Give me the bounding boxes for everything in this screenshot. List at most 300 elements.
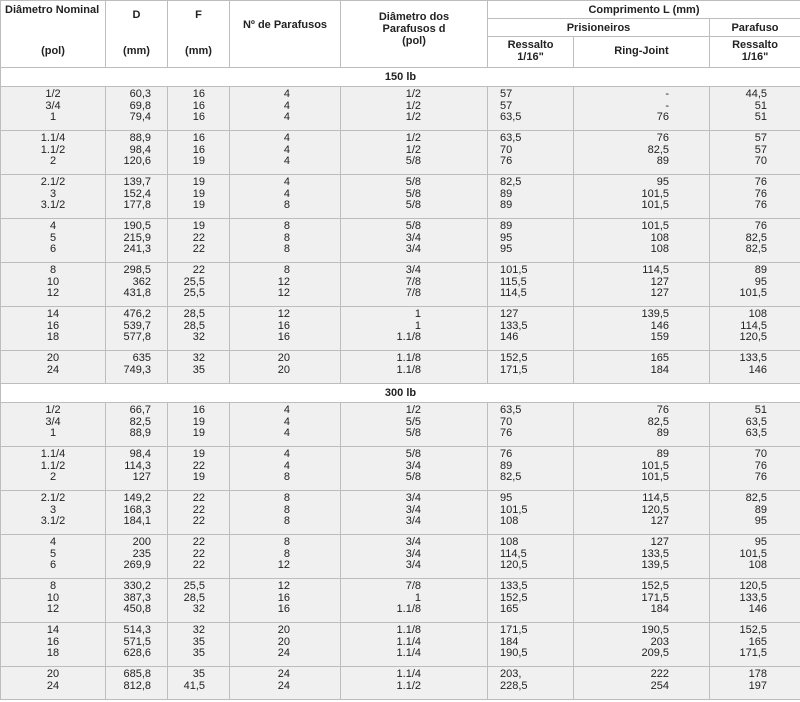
- cell-num-parafusos: [230, 219, 341, 263]
- cell-ring-joint: [574, 535, 710, 579]
- cell-value: 16: [277, 591, 290, 604]
- cell-ressalto: [488, 263, 574, 307]
- cell-num-parafusos: [230, 579, 341, 623]
- cell-value: 20: [277, 352, 290, 364]
- cell-value: 8: [283, 264, 290, 276]
- cell-value: 152,5: [739, 624, 767, 636]
- cell-diametro-parafusos: [341, 491, 488, 535]
- cell-ring-joint: [574, 263, 710, 307]
- cell-value: 5/8: [405, 176, 421, 188]
- cell-value: 32: [192, 624, 205, 636]
- cell-value: 101,5: [641, 459, 669, 472]
- cell-value: 16: [46, 319, 60, 332]
- cell-value: 22: [192, 515, 205, 527]
- cell-value: 8: [283, 243, 290, 255]
- cell-value: 108: [500, 536, 519, 548]
- cell-value: 114,5: [740, 319, 767, 332]
- cell-value: 514,3: [123, 624, 151, 636]
- table-row: [1, 535, 800, 579]
- cell-d: [106, 131, 168, 175]
- cell-value: 22: [192, 559, 205, 571]
- cell-value: 82,5: [500, 176, 522, 188]
- header-ressalto-parafuso: Ressalto 1/16": [710, 37, 800, 68]
- cell-nominal: [1, 87, 106, 131]
- cell-value: 1.1/4: [40, 132, 66, 144]
- cell-value: 177,8: [123, 199, 151, 211]
- cell-value: 76: [500, 427, 513, 439]
- cell-value: 6: [49, 243, 57, 255]
- cell-value: 269,9: [123, 559, 151, 571]
- cell-nominal: [1, 403, 106, 447]
- cell-value: 330,2: [123, 580, 151, 592]
- cell-value: 22: [192, 231, 205, 244]
- cell-value: 19: [192, 220, 205, 232]
- cell-value: 6: [49, 559, 57, 571]
- cell-parafuso: [710, 623, 800, 667]
- cell-value: 1.1/4: [396, 668, 421, 680]
- cell-ring-joint: [574, 667, 710, 700]
- cell-value: 24: [277, 679, 290, 692]
- cell-value: 197: [748, 679, 767, 692]
- cell-value: 76: [500, 155, 513, 167]
- header-ressalto: Ressalto 1/16": [488, 37, 574, 68]
- cell-value: 3/4: [45, 99, 61, 112]
- cell-ring-joint: [574, 219, 710, 263]
- cell-value: 133,5: [739, 591, 767, 604]
- cell-num-parafusos: [230, 131, 341, 175]
- cell-value: 1.1/4: [40, 448, 66, 460]
- table-row: [1, 351, 800, 384]
- cell-value: 4: [283, 448, 290, 460]
- cell-value: 1.1/2: [396, 679, 421, 692]
- cell-d: [106, 403, 168, 447]
- header-ring-joint: Ring-Joint: [574, 37, 710, 68]
- cell-value: 19: [192, 471, 205, 483]
- cell-value: 5/8: [405, 448, 421, 460]
- cell-num-parafusos: [230, 263, 341, 307]
- cell-num-parafusos: [230, 403, 341, 447]
- cell-value: 114,5: [642, 492, 669, 504]
- cell-value: 16: [277, 319, 290, 332]
- cell-value: 70: [500, 415, 513, 428]
- table-row: [1, 403, 800, 447]
- cell-f: [168, 623, 230, 667]
- cell-ressalto: [488, 579, 574, 623]
- cell-value: 22: [192, 459, 205, 472]
- cell-value: 171,5: [500, 363, 528, 376]
- cell-value: 8: [283, 536, 290, 548]
- cell-d: [106, 667, 168, 700]
- cell-value: -: [665, 99, 669, 112]
- table-row: [1, 579, 800, 623]
- cell-value: 25,5: [183, 287, 205, 299]
- cell-parafuso: [710, 667, 800, 700]
- cell-value: 8: [283, 492, 290, 504]
- cell-value: 98,4: [129, 448, 151, 460]
- cell-parafuso: [710, 535, 800, 579]
- cell-value: 3/4: [405, 536, 421, 548]
- cell-value: 35: [192, 363, 205, 376]
- cell-value: 51: [754, 111, 767, 123]
- cell-parafuso: [710, 263, 800, 307]
- cell-value: 1/2: [45, 404, 61, 416]
- cell-value: 203: [650, 635, 669, 648]
- cell-f: [168, 535, 230, 579]
- cell-value: 152,5: [641, 580, 669, 592]
- cell-value: 28,5: [183, 319, 205, 332]
- cell-value: 8: [283, 231, 290, 244]
- cell-value: 82,5: [745, 492, 767, 504]
- cell-value: 18: [46, 331, 60, 343]
- cell-value: 127: [650, 275, 669, 288]
- cell-value: 70: [754, 155, 767, 167]
- header-comprimento: Comprimento L (mm): [488, 1, 800, 19]
- cell-value: 16: [277, 603, 290, 615]
- cell-value: 12: [46, 287, 60, 299]
- cell-nominal: [1, 623, 106, 667]
- cell-value: 115,5: [500, 275, 527, 288]
- cell-value: 95: [754, 536, 767, 548]
- cell-value: 149,2: [123, 492, 151, 504]
- cell-ressalto: [488, 219, 574, 263]
- header-parafuso: Parafuso: [710, 19, 800, 37]
- cell-value: 235: [132, 547, 151, 560]
- cell-value: 133,5: [500, 319, 528, 332]
- cell-value: 101,5: [641, 187, 669, 200]
- cell-num-parafusos: [230, 535, 341, 579]
- cell-value: 41,5: [183, 679, 205, 692]
- cell-value: 1/2: [405, 404, 421, 416]
- cell-value: 12: [277, 308, 290, 320]
- cell-nominal: [1, 307, 106, 351]
- cell-value: 4: [283, 176, 290, 188]
- cell-value: 4: [283, 99, 290, 112]
- cell-value: 69,8: [129, 99, 151, 112]
- cell-parafuso: [710, 403, 800, 447]
- cell-value: 35: [192, 647, 205, 659]
- cell-ressalto: [488, 175, 574, 219]
- cell-value: 101,5: [641, 199, 669, 211]
- cell-value: 5: [49, 231, 57, 244]
- cell-f: [168, 667, 230, 700]
- cell-value: 5/5: [405, 415, 421, 428]
- cell-value: 1.1/8: [396, 331, 421, 343]
- cell-value: 57: [500, 88, 513, 100]
- cell-value: 20: [277, 624, 290, 636]
- cell-value: 1/2: [45, 88, 61, 100]
- cell-value: 5/8: [405, 155, 421, 167]
- cell-value: 3/4: [405, 459, 421, 472]
- cell-value: 76: [656, 132, 669, 144]
- cell-diametro-parafusos: [341, 535, 488, 579]
- cell-parafuso: [710, 131, 800, 175]
- cell-value: 63,5: [500, 111, 522, 123]
- cell-nominal: [1, 219, 106, 263]
- cell-value: 98,4: [129, 143, 151, 156]
- cell-ressalto: [488, 403, 574, 447]
- cell-value: 8: [49, 264, 57, 276]
- cell-ring-joint: [574, 351, 710, 384]
- table-row: [1, 307, 800, 351]
- cell-value: 20: [46, 668, 60, 680]
- cell-f: [168, 403, 230, 447]
- cell-ressalto: [488, 307, 574, 351]
- cell-value: 749,3: [123, 363, 151, 376]
- cell-value: 89: [500, 187, 513, 200]
- cell-value: 18: [46, 647, 60, 659]
- cell-value: 1/2: [405, 143, 421, 156]
- header-unit-mm-d: (mm): [106, 37, 168, 68]
- cell-value: 12: [277, 275, 290, 288]
- cell-value: 222: [650, 668, 669, 680]
- cell-value: 19: [192, 187, 205, 200]
- cell-value: 57: [754, 143, 767, 156]
- cell-value: 571,5: [123, 635, 151, 648]
- cell-value: 165: [748, 635, 767, 648]
- cell-value: 70: [500, 143, 513, 156]
- cell-d: [106, 623, 168, 667]
- cell-value: 63,5: [500, 132, 522, 144]
- cell-f: [168, 219, 230, 263]
- cell-value: 628,6: [123, 647, 151, 659]
- cell-value: 146: [500, 331, 519, 343]
- cell-nominal: [1, 579, 106, 623]
- cell-value: 3/4: [405, 243, 421, 255]
- cell-value: 35: [192, 635, 205, 648]
- cell-value: 82,5: [745, 231, 767, 244]
- cell-value: 57: [500, 99, 513, 112]
- cell-value: 95: [754, 275, 767, 288]
- cell-value: 82,5: [745, 243, 767, 255]
- cell-value: 1.1/8: [396, 352, 421, 364]
- cell-value: 19: [192, 176, 205, 188]
- cell-value: 25,5: [183, 580, 205, 592]
- cell-nominal: [1, 131, 106, 175]
- cell-value: 184: [500, 635, 519, 648]
- cell-value: 12: [277, 559, 290, 571]
- cell-value: 28,5: [183, 308, 205, 320]
- cell-value: 25,5: [183, 275, 205, 288]
- cell-value: 120,5: [500, 559, 528, 571]
- cell-num-parafusos: [230, 447, 341, 491]
- cell-value: 3/4: [45, 415, 61, 428]
- cell-value: 139,5: [641, 308, 669, 320]
- header-num-parafusos: Nº de Parafusos: [230, 1, 341, 68]
- cell-value: 22: [192, 547, 205, 560]
- cell-value: 95: [500, 492, 513, 504]
- table-row: [1, 87, 800, 131]
- cell-value: 184: [650, 363, 669, 376]
- cell-value: 4: [283, 404, 290, 416]
- cell-num-parafusos: [230, 491, 341, 535]
- cell-value: 152,4: [123, 187, 151, 200]
- cell-f: [168, 447, 230, 491]
- cell-value: 88,9: [129, 132, 151, 144]
- cell-value: 635: [132, 352, 151, 364]
- cell-value: 8: [283, 220, 290, 232]
- cell-num-parafusos: [230, 351, 341, 384]
- cell-value: 89: [754, 264, 767, 276]
- cell-ring-joint: [574, 579, 710, 623]
- cell-value: 95: [656, 176, 669, 188]
- cell-diametro-parafusos: [341, 219, 488, 263]
- cell-value: 120,5: [739, 580, 767, 592]
- cell-value: 89: [656, 427, 669, 439]
- cell-value: 24: [277, 668, 290, 680]
- cell-d: [106, 219, 168, 263]
- cell-value: 184: [650, 603, 669, 615]
- cell-value: 133,5: [500, 580, 528, 592]
- cell-value: 76: [754, 220, 767, 232]
- cell-value: 7/8: [405, 580, 421, 592]
- cell-value: 76: [754, 176, 767, 188]
- cell-value: 127: [650, 536, 669, 548]
- cell-value: 108: [748, 559, 767, 571]
- cell-ressalto: [488, 87, 574, 131]
- cell-value: 8: [283, 503, 290, 516]
- cell-value: 4: [283, 459, 290, 472]
- cell-value: 4: [283, 143, 290, 156]
- cell-value: 82,5: [647, 415, 669, 428]
- cell-d: [106, 447, 168, 491]
- cell-value: 8: [49, 580, 57, 592]
- cell-value: 3/4: [405, 264, 421, 276]
- cell-value: 387,3: [123, 591, 151, 604]
- cell-value: 1.1/2: [40, 143, 66, 156]
- cell-diametro-parafusos: [341, 131, 488, 175]
- cell-value: 4: [283, 111, 290, 123]
- cell-diametro-parafusos: [341, 403, 488, 447]
- cell-parafuso: [710, 579, 800, 623]
- cell-f: [168, 87, 230, 131]
- cell-value: 70: [754, 448, 767, 460]
- cell-d: [106, 491, 168, 535]
- cell-value: 8: [283, 515, 290, 527]
- cell-value: 139,7: [123, 176, 151, 188]
- cell-value: 1.1/8: [396, 603, 421, 615]
- cell-nominal: [1, 263, 106, 307]
- cell-num-parafusos: [230, 175, 341, 219]
- cell-value: 10: [46, 591, 60, 604]
- cell-parafuso: [710, 307, 800, 351]
- cell-d: [106, 263, 168, 307]
- cell-value: 24: [277, 647, 290, 659]
- cell-value: 4: [49, 536, 57, 548]
- cell-value: 20: [277, 635, 290, 648]
- cell-value: 10: [46, 275, 60, 288]
- cell-value: 24: [46, 363, 60, 376]
- cell-ring-joint: [574, 131, 710, 175]
- table-row: [1, 219, 800, 263]
- cell-value: 89: [500, 459, 513, 472]
- cell-value: 171,5: [739, 647, 767, 659]
- cell-value: 89: [656, 448, 669, 460]
- cell-diametro-parafusos: [341, 87, 488, 131]
- header-unit-mm-f: (mm): [168, 37, 230, 68]
- cell-value: 16: [192, 99, 205, 112]
- cell-num-parafusos: [230, 667, 341, 700]
- cell-value: 101,5: [500, 264, 528, 276]
- cell-value: 2.1/2: [40, 492, 66, 504]
- cell-value: 4: [283, 415, 290, 428]
- cell-value: 60,3: [129, 88, 151, 100]
- section-label: 150 lb: [1, 68, 800, 87]
- cell-value: 63,5: [745, 427, 767, 439]
- cell-d: [106, 351, 168, 384]
- cell-value: 1.1/8: [396, 624, 421, 636]
- cell-value: 5/8: [405, 199, 421, 211]
- cell-value: 3/4: [405, 231, 421, 244]
- cell-f: [168, 491, 230, 535]
- table-row: [1, 491, 800, 535]
- cell-ressalto: [488, 351, 574, 384]
- cell-value: 2: [49, 155, 57, 167]
- cell-value: 362: [132, 275, 151, 288]
- cell-value: 19: [192, 155, 205, 167]
- cell-value: 1.1/8: [396, 363, 421, 376]
- cell-value: 16: [192, 143, 205, 156]
- cell-value: 76: [656, 111, 669, 123]
- cell-nominal: [1, 351, 106, 384]
- cell-value: 12: [277, 580, 290, 592]
- cell-value: 450,8: [123, 603, 151, 615]
- cell-value: 159: [650, 331, 669, 343]
- cell-nominal: [1, 447, 106, 491]
- cell-value: 14: [46, 308, 60, 320]
- cell-value: 1.1/4: [396, 635, 421, 648]
- cell-f: [168, 351, 230, 384]
- table-row: [1, 131, 800, 175]
- cell-value: 22: [192, 243, 205, 255]
- cell-diametro-parafusos: [341, 447, 488, 491]
- cell-value: 3/4: [405, 547, 421, 560]
- cell-value: 184,1: [123, 515, 151, 527]
- cell-value: 241,3: [123, 243, 151, 255]
- header-prisioneiros: Prisioneiros: [488, 19, 710, 37]
- cell-value: 539,7: [123, 319, 151, 332]
- section-label: 300 lb: [1, 384, 800, 403]
- cell-value: 1.1/2: [40, 459, 66, 472]
- cell-value: -: [665, 88, 669, 100]
- cell-value: 3/4: [405, 503, 421, 516]
- cell-d: [106, 579, 168, 623]
- cell-value: 146: [748, 603, 767, 615]
- cell-parafuso: [710, 491, 800, 535]
- cell-ressalto: [488, 667, 574, 700]
- section-header: [1, 384, 800, 403]
- cell-value: 28,5: [183, 591, 205, 604]
- cell-value: 16: [192, 132, 205, 144]
- header-d: D: [106, 1, 168, 37]
- cell-value: 63,5: [500, 404, 522, 416]
- cell-value: 88,9: [129, 427, 151, 439]
- cell-value: 101,5: [500, 503, 528, 516]
- cell-value: 577,8: [123, 331, 151, 343]
- cell-value: 19: [192, 427, 205, 439]
- cell-value: 190,5: [641, 624, 669, 636]
- cell-value: 14: [46, 624, 60, 636]
- cell-value: 139,5: [641, 559, 669, 571]
- cell-value: 16: [192, 111, 205, 123]
- cell-ressalto: [488, 447, 574, 491]
- cell-value: 51: [754, 99, 767, 112]
- cell-value: 20: [46, 352, 60, 364]
- cell-value: 16: [192, 404, 205, 416]
- cell-value: 108: [650, 231, 669, 244]
- cell-value: 3.1/2: [40, 515, 66, 527]
- cell-value: 19: [192, 448, 205, 460]
- cell-value: 4: [283, 187, 290, 200]
